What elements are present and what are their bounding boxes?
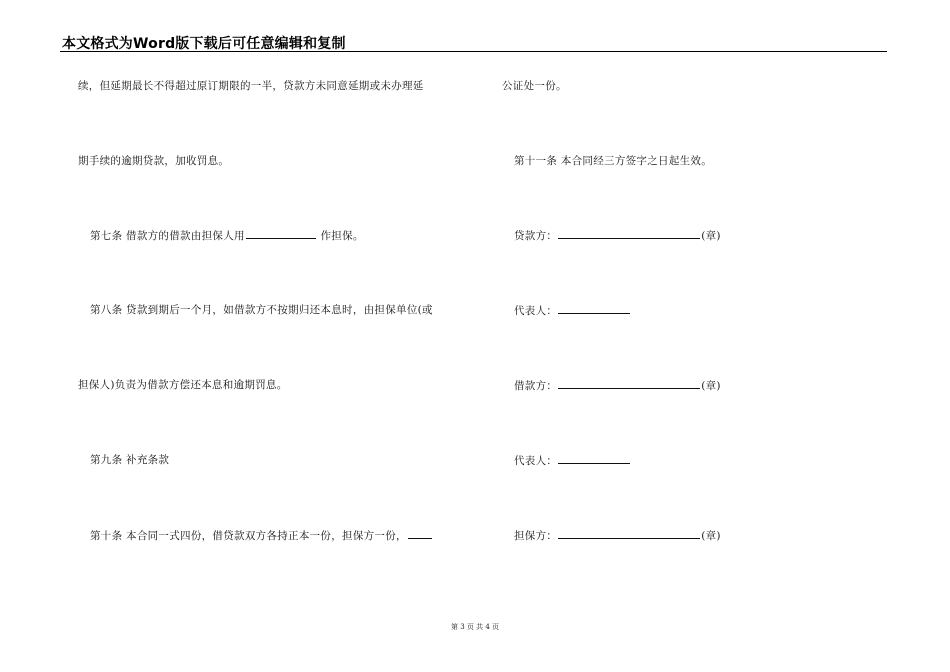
right-line-article-11: 第十一条 本合同经三方签字之日起生效。 [514,155,713,167]
article-10-text: 第十条 本合同一式四份，借贷款双方各持正本一份，担保方一份， [90,530,407,542]
article-7-text-pre: 第七条 借款方的借款由担保人用 [90,230,245,242]
lender-signature-blank [558,228,700,239]
borrower-representative-line [514,453,631,468]
left-line-article-8-cont: 担保人)负责为借款方偿还本息和逾期罚息。 [78,379,288,391]
guarantor-label: 担保方： [514,530,558,542]
right-line-1: 公证处一份。 [502,80,567,92]
article-7-blank [246,228,316,239]
lender-representative-line [514,303,631,318]
borrower-representative-label: 代表人： [514,455,558,467]
borrower-representative-blank [558,453,630,464]
page-number-footer: 第 3 页 共 4 页 [450,623,500,631]
article-10-blank [408,528,432,539]
left-line-article-10 [90,528,433,543]
guarantor-seal: (章) [701,530,721,542]
lender-signature-line [514,228,721,243]
left-line-article-8: 第八条 贷款到期后一个月，如借款方不按期归还本息时，由担保单位(或 [90,304,433,316]
article-7-text-post: 作担保。 [320,230,364,242]
left-line-2: 期手续的逾期贷款，加收罚息。 [78,155,230,167]
document-header-title: 本文格式为Word版下载后可任意编辑和复制 [62,36,346,52]
borrower-signature-blank [558,378,700,389]
lender-representative-blank [558,303,630,314]
borrower-label: 借款方： [514,380,558,392]
guarantor-signature-line [514,528,721,543]
guarantor-signature-blank [558,528,700,539]
left-line-article-7 [90,228,364,243]
borrower-seal: (章) [701,380,721,392]
left-line-article-9: 第九条 补充条款 [90,454,170,466]
header-divider [60,51,887,52]
lender-label: 贷款方： [514,230,558,242]
borrower-signature-line [514,378,721,393]
left-line-1: 续，但延期最长不得超过原订期限的一半，贷款方未同意延期或未办理延 [78,80,424,92]
lender-seal: (章) [701,230,721,242]
lender-representative-label: 代表人： [514,305,558,317]
